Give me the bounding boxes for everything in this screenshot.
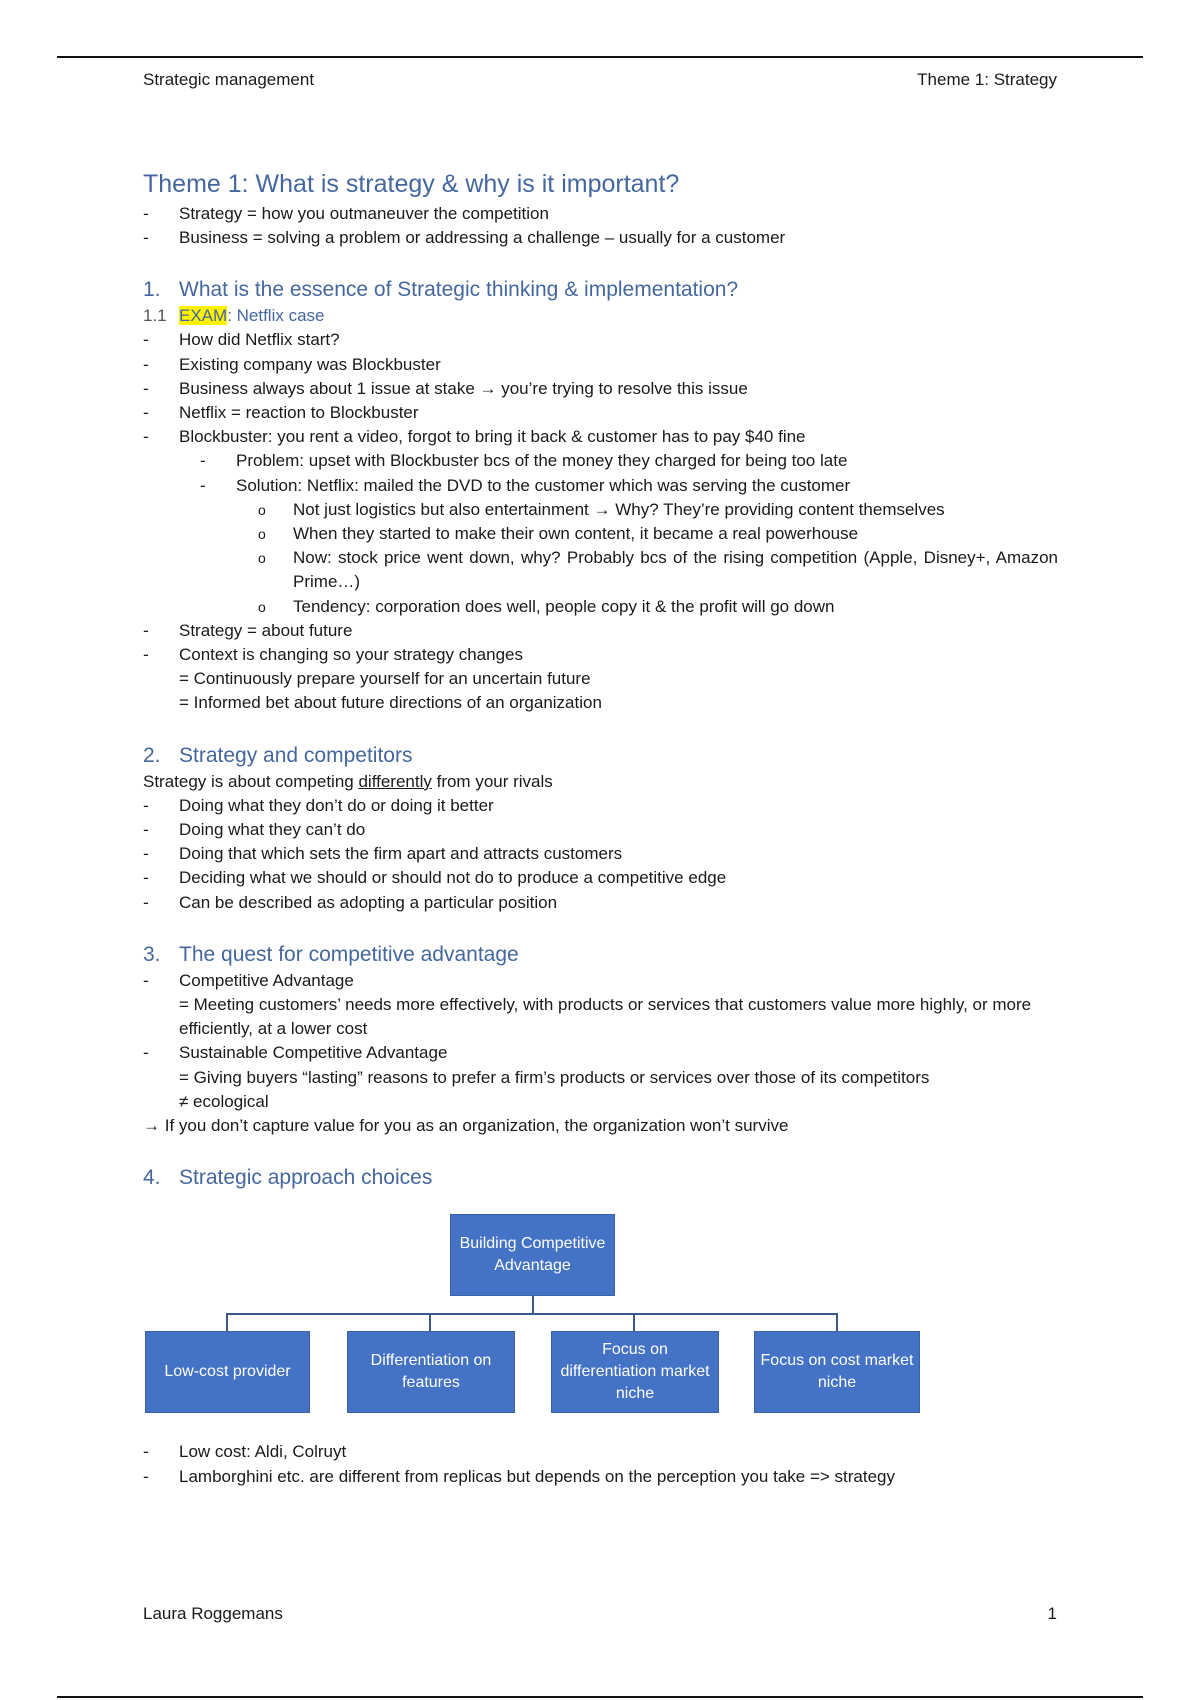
page-header bbox=[143, 70, 1057, 90]
list-item: - Business = solving a problem or addressing a challenge – usually for a customer bbox=[143, 226, 1058, 250]
subsub-list-item: o When they started to make their own content, it became a real powerhouse bbox=[143, 522, 1058, 546]
footer-rule bbox=[57, 1696, 1143, 1698]
subsection-1-1-heading bbox=[143, 304, 1058, 328]
definition-line: = Informed bet about future directions of an organization bbox=[179, 693, 602, 713]
subsection-title: : Netflix case bbox=[227, 306, 325, 326]
page-title: Theme 1: What is strategy & why is it important? bbox=[143, 170, 680, 198]
section-4-list bbox=[143, 1440, 1058, 1488]
subsub-list-item: o Now: stock price went down, why? Probably bcs of the rising competition (Apple, Disney+, Amazon Prime…) bbox=[143, 546, 1058, 594]
sub-list-item: - Solution: Netflix: mailed the DVD to the customer which was serving the customer bbox=[143, 474, 1058, 498]
connector-line bbox=[633, 1313, 635, 1331]
page-number: 1 bbox=[1047, 1604, 1057, 1623]
list-item: - Strategy = how you outmaneuver the competition bbox=[143, 202, 1058, 226]
list-item: - Competitive Advantage bbox=[143, 969, 1058, 993]
list-item: - Doing what they can’t do bbox=[143, 818, 1058, 842]
section-2-lead: Strategy is about competing differently from your rivals bbox=[143, 771, 553, 791]
list-item: - Sustainable Competitive Advantage bbox=[143, 1041, 1058, 1065]
connector-line bbox=[532, 1296, 534, 1314]
list-item: - How did Netflix start? bbox=[143, 328, 1058, 352]
section-1-heading bbox=[143, 276, 1058, 304]
connector-line bbox=[226, 1313, 228, 1331]
header-theme: Theme 1: Strategy bbox=[917, 70, 1057, 89]
section-title: Strategy and competitors bbox=[179, 743, 413, 767]
section-title: The quest for competitive advantage bbox=[179, 942, 519, 966]
list-item: - Doing what they don’t do or doing it better bbox=[143, 794, 1058, 818]
strategy-org-chart bbox=[143, 1202, 1058, 1432]
section-number: 3. bbox=[143, 942, 161, 966]
section-2-list bbox=[143, 794, 1058, 915]
list-item: - Can be described as adopting a particular position bbox=[143, 891, 1058, 915]
connector-line bbox=[226, 1313, 837, 1315]
chart-child-box: Differentiation on features bbox=[347, 1331, 515, 1413]
chart-child-box: Focus on differentiation market niche bbox=[551, 1331, 719, 1413]
intro-list bbox=[143, 202, 1058, 250]
definition-line: = Giving buyers “lasting” reasons to prefer a firm’s products or services over those of its competitors bbox=[179, 1067, 930, 1087]
list-item: - Deciding what we should or should not do to produce a competitive edge bbox=[143, 866, 1058, 890]
note-line: ≠ ecological bbox=[179, 1091, 269, 1111]
exam-highlight: EXAM bbox=[179, 306, 228, 326]
list-item: - Existing company was Blockbuster bbox=[143, 353, 1058, 377]
definition-line: = Continuously prepare yourself for an uncertain future bbox=[179, 669, 591, 689]
subsub-list-item: o Tendency: corporation does well, people copy it & the profit will go down bbox=[143, 595, 1058, 619]
section-number: 2. bbox=[143, 743, 161, 767]
section-2-heading bbox=[143, 742, 1058, 770]
list-item: - Business always about 1 issue at stake → you’re trying to resolve this issue bbox=[143, 377, 1058, 401]
list-item: - Lamborghini etc. are different from replicas but depends on the perception you take => strategy bbox=[143, 1465, 1058, 1489]
header-rule bbox=[57, 56, 1143, 58]
definition-line: = Meeting customers’ needs more effectively, with products or services that customers value more highly, or more efficiently, at a lower cost bbox=[179, 995, 1032, 1039]
list-item: - Low cost: Aldi, Colruyt bbox=[143, 1440, 1058, 1464]
underlined-word: differently bbox=[358, 771, 432, 791]
subsub-list-item: o Not just logistics but also entertainment → Why? They’re providing content themselves bbox=[143, 498, 1058, 522]
section-3-heading bbox=[143, 941, 1058, 969]
list-item: - Strategy = about future bbox=[143, 619, 1058, 643]
section-title: What is the essence of Strategic thinking & implementation? bbox=[179, 278, 739, 302]
list-item: - Context is changing so your strategy changes bbox=[143, 643, 1058, 667]
chart-root-box: Building Competitive Advantage bbox=[450, 1214, 615, 1296]
chart-child-box: Low-cost provider bbox=[145, 1331, 310, 1413]
connector-line bbox=[836, 1313, 838, 1331]
list-item: - Blockbuster: you rent a video, forgot to bring it back & customer has to pay $40 fine bbox=[143, 425, 1058, 449]
list-item: - Netflix = reaction to Blockbuster bbox=[143, 401, 1058, 425]
section-3-list bbox=[143, 969, 1058, 993]
section-1-list bbox=[143, 328, 1058, 667]
chart-child-box: Focus on cost market niche bbox=[754, 1331, 920, 1413]
footer-author: Laura Roggemans bbox=[143, 1604, 283, 1623]
section-number: 4. bbox=[143, 1166, 161, 1190]
subsection-number: 1.1 bbox=[143, 306, 167, 326]
sub-list-item: - Problem: upset with Blockbuster bcs of the money they charged for being too late bbox=[143, 449, 1058, 473]
conclusion-line: → If you don’t capture value for you as an organization, the organization won’t survive bbox=[143, 1116, 789, 1136]
section-number: 1. bbox=[143, 278, 161, 302]
section-title: Strategic approach choices bbox=[179, 1166, 433, 1190]
document-body bbox=[143, 168, 1058, 1489]
section-4-heading bbox=[143, 1164, 1058, 1192]
connector-line bbox=[429, 1313, 431, 1331]
page-footer bbox=[143, 1604, 1057, 1624]
list-item: - Doing that which sets the firm apart and attracts customers bbox=[143, 842, 1058, 866]
header-course: Strategic management bbox=[143, 70, 315, 89]
